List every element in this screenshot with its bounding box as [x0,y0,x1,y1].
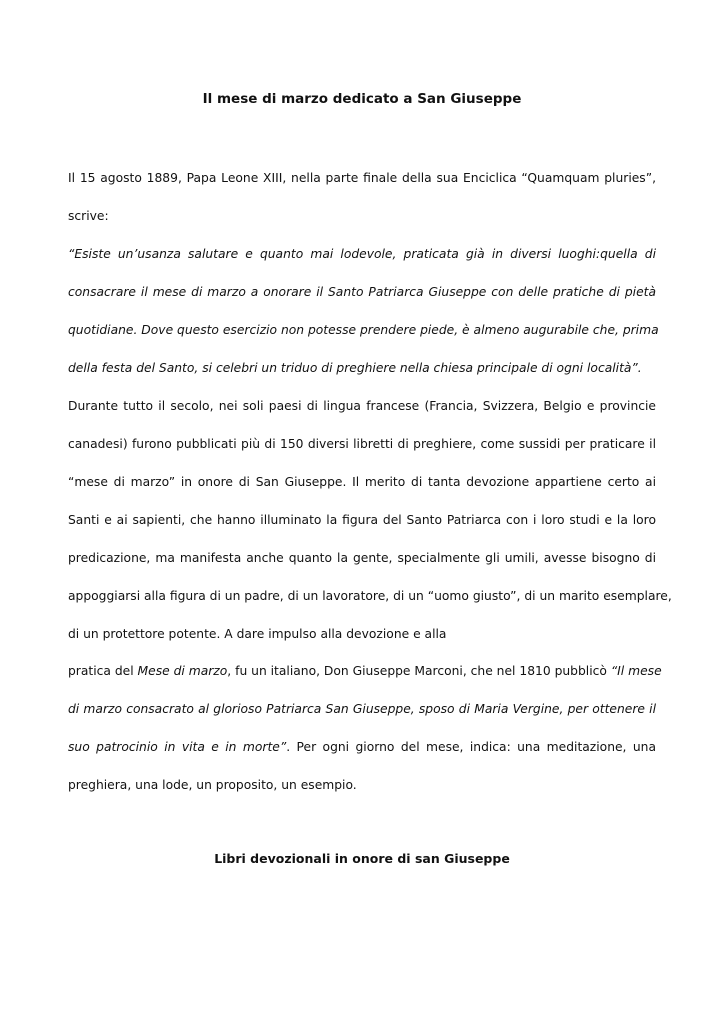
italic-text-run: quotidiane. Dove questo esercizio non potesse prendere piede, è almeno augurabile che, prima [68,323,659,337]
text-run: , fu un italiano, Don Giuseppe Marconi, che nel 1810 pubblicò [227,664,611,678]
italic-text-run: Mese di marzo [137,664,228,678]
text-run: preghiera, una lode, un proposito, un esempio. [68,778,357,792]
text-line [68,661,662,681]
text-line [68,472,656,492]
italic-text-run: della festa del Santo, si celebri un triduo di preghiere nella chiesa principale di ogni località”. [68,361,642,375]
text-line [68,548,656,568]
text-line [68,775,656,795]
text-run: di un protettore potente. A dare impulso alla devozione e alla [68,627,447,641]
italic-text-run: “Esiste un’usanza salutare e quanto mai lodevole, praticata già in diversi luoghi:quella di [68,247,656,261]
text-line [68,358,656,378]
text-line [68,699,656,719]
document-title: Il mese di marzo dedicato a San Giuseppe [202,91,522,107]
text-line [68,510,656,530]
italic-text-run: di marzo consacrato al glorioso Patriarca San Giuseppe, sposo di Maria Vergine, per ottenere il [68,702,656,716]
text-line [68,396,656,416]
text-run: canadesi) furono pubblicati più di 150 diversi libretti di preghiere, come sussidi per praticare il [68,437,656,451]
italic-text-run: “Il mese [610,664,662,678]
text-run: Durante tutto il secolo, nei soli paesi di lingua francese (Francia, Svizzera, Belgio e provincie [68,399,656,413]
text-run: pratica del [68,664,138,678]
section-heading: Libri devozionali in onore di san Giuseppe [214,851,510,866]
text-line [68,168,656,188]
text-run: scrive: [68,209,109,223]
text-line [68,586,672,606]
text-run: Il 15 agosto 1889, Papa Leone XIII, nella parte finale della sua Enciclica “Quamquam pluries”, [68,171,656,185]
text-line [68,434,656,454]
text-run: . Per ogni giorno del mese, indica: una meditazione, una [286,740,656,754]
text-line [68,244,656,264]
text-run: Santi e ai sapienti, che hanno illuminato la figura del Santo Patriarca con i loro studi e la loro [68,513,656,527]
text-run: “mese di marzo” in onore di San Giuseppe. Il merito di tanta devozione appartiene certo ai [68,475,656,489]
text-line [68,282,656,302]
text-line [68,206,656,226]
text-run: appoggiarsi alla figura di un padre, di un lavoratore, di un “uomo giusto”, di un marito esemplare, [68,589,672,603]
italic-text-run: suo patrocinio in vita e in morte” [68,740,287,754]
italic-text-run: consacrare il mese di marzo a onorare il Santo Patriarca Giuseppe con delle pratiche di pietà [68,285,656,299]
text-line [68,737,656,757]
text-line [68,624,656,644]
text-line [68,320,659,340]
text-run: predicazione, ma manifesta anche quanto la gente, specialmente gli umili, avesse bisogno di [68,551,656,565]
